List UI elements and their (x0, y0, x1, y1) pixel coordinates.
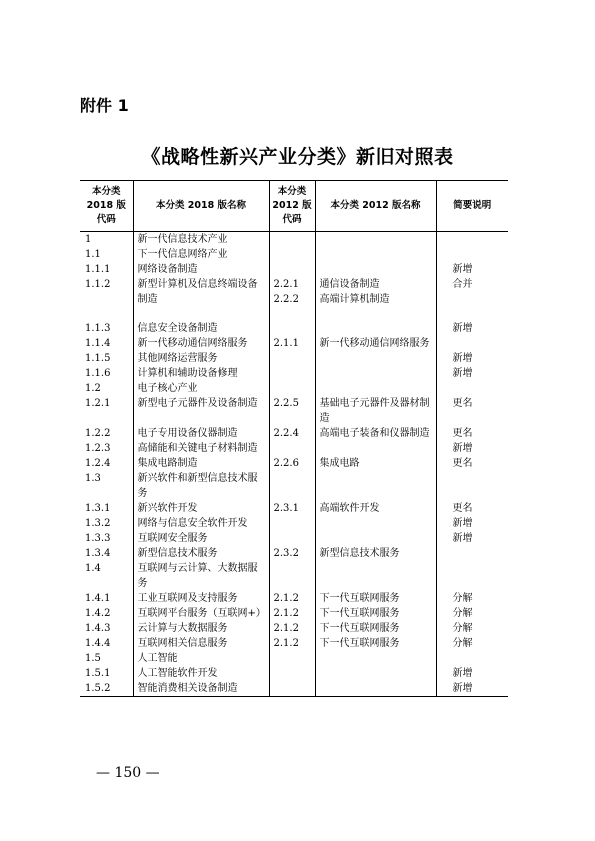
code-2012-cell: 2.1.2 (269, 621, 315, 636)
name-2018-cell: 新型电子元器件及设备制造 (133, 396, 269, 426)
note-cell: 新增 (452, 323, 473, 334)
code-2018-cell: 1.5.2 (80, 681, 133, 697)
note-cell (436, 546, 508, 561)
code-2012-cell (269, 471, 315, 501)
name-2012-cell: 新一代移动通信网络服务 (315, 336, 436, 351)
name-2012-cell (315, 381, 436, 396)
table-row (80, 531, 508, 546)
code-2018-cell: 1.1.4 (80, 336, 133, 351)
note-cell: 分解 (452, 608, 473, 619)
note-cell (436, 247, 508, 262)
name-2018-cell: 其他网络运营服务 (133, 351, 269, 366)
name-2012-cell (315, 561, 436, 591)
code-2012-cell (269, 441, 315, 456)
name-2012-cell (315, 471, 436, 501)
code-2018-cell: 1.2.1 (80, 396, 133, 426)
header-code-2012-text: 本分类 2012 版 代码 (272, 186, 312, 225)
table-row (80, 366, 508, 381)
note-cell: 更名 (452, 503, 473, 514)
note-cell (436, 336, 508, 351)
note-cell: 更名 (452, 398, 473, 409)
name-2012-cell (315, 441, 436, 456)
name-2012-cell: 下一代互联网服务 (315, 621, 436, 636)
code-2012-cell (269, 516, 315, 531)
name-2012-cell (315, 651, 436, 666)
name-2012-cell: 高端电子装备和仪器制造 (315, 426, 436, 441)
table-row (80, 621, 508, 636)
note-cell (436, 232, 508, 248)
name-2018-cell: 网络与信息安全软件开发 (133, 516, 269, 531)
name-2018-cell: 工业互联网及支持服务 (133, 591, 269, 606)
table-row (80, 591, 508, 606)
table-row (80, 546, 508, 561)
table-row (80, 441, 508, 456)
table-spacer-row (80, 307, 508, 321)
note-cell: 更名 (452, 428, 473, 439)
note-cell: 新增 (452, 443, 473, 454)
code-2012-cell: 2.3.1 (269, 501, 315, 516)
table-row (80, 501, 508, 516)
table-row (80, 636, 508, 651)
spacer-cell (315, 307, 436, 321)
code-2018-cell: 1.5.1 (80, 666, 133, 681)
spacer-cell (133, 307, 269, 321)
name-2018-cell: 新一代信息技术产业 (133, 232, 269, 248)
code-2018-cell: 1.1.1 (80, 262, 133, 277)
name-2012-cell: 集成电路 (315, 456, 436, 471)
code-2012-cell: 2.2.6 (269, 456, 315, 471)
code-2018-cell: 1.2.2 (80, 426, 133, 441)
code-2018-cell: 1.1.2 (80, 277, 133, 307)
name-2018-cell: 电子专用设备仪器制造 (133, 426, 269, 441)
table-row (80, 426, 508, 441)
code-2018-cell: 1.2 (80, 381, 133, 396)
name-2012-cell: 下一代互联网服务 (315, 606, 436, 621)
note-cell: 新增 (452, 518, 473, 529)
code-2012-cell (269, 232, 315, 248)
name-2012-cell: 基础电子元器件及器材制造 (315, 396, 436, 426)
note-cell: 新增 (436, 681, 508, 697)
document-title: 《战略性新兴产业分类》新旧对照表 (141, 146, 454, 168)
code-2012-cell: 2.1.2 (269, 591, 315, 606)
note-cell (436, 561, 508, 591)
name-2012-cell (315, 351, 436, 366)
name-2012-cell (315, 531, 436, 546)
name-2018-cell: 互联网安全服务 (133, 531, 269, 546)
classification-comparison-table (80, 180, 508, 697)
code-2012-cell (269, 666, 315, 681)
name-2012-cell: 新型信息技术服务 (315, 546, 436, 561)
code-2012-cell (269, 651, 315, 666)
name-2012-cell (315, 366, 436, 381)
name-2012-cell (315, 681, 436, 697)
name-2012-cell: 下一代互联网服务 (315, 636, 436, 651)
code-2018-cell: 1.1.6 (80, 366, 133, 381)
table-row (80, 336, 508, 351)
table-row (80, 232, 508, 248)
code-2012-cell: 2.1.1 (269, 336, 315, 351)
code-2018-cell: 1.3 (80, 471, 133, 501)
note-cell: 分解 (452, 638, 473, 649)
code-2012-cell (269, 681, 315, 697)
code-2012-cell: 2.2.1 2.2.2 (269, 277, 315, 307)
name-2012-cell: 高端软件开发 (315, 501, 436, 516)
header-code-2012 (269, 181, 315, 232)
note-cell: 新增 (452, 368, 473, 379)
name-2018-cell: 信息安全设备制造 (133, 321, 269, 336)
code-2018-cell: 1.1.3 (80, 321, 133, 336)
code-2012-cell: 2.1.2 (269, 606, 315, 621)
note-cell: 新增 (452, 668, 473, 679)
code-2018-cell: 1.2.4 (80, 456, 133, 471)
code-2012-cell (269, 351, 315, 366)
header-name-2018: 本分类 2018 版名称 (133, 181, 269, 232)
name-2018-cell: 高储能和关键电子材料制造 (133, 441, 269, 456)
name-2018-cell: 集成电路制造 (133, 456, 269, 471)
table-row (80, 456, 508, 471)
name-2012-cell (315, 247, 436, 262)
code-2012-cell (269, 531, 315, 546)
code-2012-cell: 2.2.4 (269, 426, 315, 441)
name-2012-cell (315, 321, 436, 336)
name-2018-cell: 新一代移动通信网络服务 (133, 336, 269, 351)
code-2012-cell (269, 381, 315, 396)
code-2018-cell: 1.4.1 (80, 591, 133, 606)
header-code-2018-text: 本分类 2018 版 代码 (86, 186, 126, 225)
table-row (80, 321, 508, 336)
header-code-2018 (80, 181, 133, 232)
table-header-row (80, 181, 508, 232)
name-2018-cell: 互联网与云计算、大数据服务 (133, 561, 269, 591)
table-row (80, 262, 508, 277)
page-number: — 150 — (96, 765, 160, 781)
code-2018-cell: 1.3.1 (80, 501, 133, 516)
code-2012-cell (269, 561, 315, 591)
note-cell (436, 471, 508, 501)
note-cell (436, 381, 508, 396)
code-2018-cell: 1.5 (80, 651, 133, 666)
spacer-cell (80, 307, 133, 321)
code-2012-cell (269, 262, 315, 277)
code-2018-cell: 1.2.3 (80, 441, 133, 456)
name-2012-cell (315, 516, 436, 531)
name-2018-cell: 互联网平台服务（互联网+） (133, 606, 269, 621)
name-2018-cell: 网络设备制造 (133, 262, 269, 277)
name-2012-cell: 下一代互联网服务 (315, 591, 436, 606)
note-cell: 新增 (452, 353, 473, 364)
code-2018-cell: 1.4.3 (80, 621, 133, 636)
name-2018-cell: 新兴软件开发 (133, 501, 269, 516)
code-2012-cell: 2.1.2 (269, 636, 315, 651)
code-2012-cell (269, 321, 315, 336)
code-2018-cell: 1.4.2 (80, 606, 133, 621)
code-2012-cell (269, 247, 315, 262)
table-row (80, 351, 508, 366)
code-2018-cell: 1.3.3 (80, 531, 133, 546)
name-2018-cell: 人工智能软件开发 (133, 666, 269, 681)
code-2012-cell (269, 366, 315, 381)
table-row (80, 666, 508, 681)
name-2018-cell: 电子核心产业 (133, 381, 269, 396)
note-cell: 合并 (452, 279, 473, 290)
code-2012-cell: 2.3.2 (269, 546, 315, 561)
name-2018-cell: 云计算与大数据服务 (133, 621, 269, 636)
note-cell: 分解 (452, 593, 473, 604)
table-row (80, 277, 508, 307)
name-2018-cell: 新型信息技术服务 (133, 546, 269, 561)
table-row (80, 681, 508, 697)
name-2018-cell: 计算机和辅助设备修理 (133, 366, 269, 381)
table-row (80, 516, 508, 531)
note-cell: 新增 (452, 533, 473, 544)
name-2018-cell: 智能消费相关设备制造 (133, 681, 269, 697)
code-2018-cell: 1.4.4 (80, 636, 133, 651)
table-row (80, 381, 508, 396)
name-2018-cell: 下一代信息网络产业 (133, 247, 269, 262)
code-2018-cell: 1.4 (80, 561, 133, 591)
code-2018-cell: 1 (80, 232, 133, 248)
code-2018-cell: 1.3.2 (80, 516, 133, 531)
name-2018-cell: 人工智能 (133, 651, 269, 666)
note-cell: 新增 (452, 264, 473, 275)
code-2018-cell: 1.3.4 (80, 546, 133, 561)
code-2018-cell: 1.1.5 (80, 351, 133, 366)
name-2018-cell: 互联网相关信息服务 (133, 636, 269, 651)
attachment-label: 附件 1 (80, 96, 129, 115)
note-cell: 分解 (452, 623, 473, 634)
code-2018-cell: 1.1 (80, 247, 133, 262)
table-row (80, 606, 508, 621)
spacer-cell (269, 307, 315, 321)
name-2018-cell: 新型计算机及信息终端设备制造 (133, 277, 269, 307)
header-name-2012: 本分类 2012 版名称 (315, 181, 436, 232)
name-2012-cell (315, 262, 436, 277)
table-row (80, 471, 508, 501)
note-cell: 更名 (452, 458, 473, 469)
code-2012-cell: 2.2.5 (269, 396, 315, 426)
note-cell (436, 651, 508, 666)
header-note: 简要说明 (436, 181, 508, 232)
name-2012-cell: 通信设备制造 高端计算机制造 (315, 277, 436, 307)
name-2012-cell (315, 666, 436, 681)
table-row (80, 247, 508, 262)
table-row (80, 396, 508, 426)
name-2012-cell (315, 232, 436, 248)
spacer-cell (436, 307, 508, 321)
table-row (80, 561, 508, 591)
table-row (80, 651, 508, 666)
name-2018-cell: 新兴软件和新型信息技术服务 (133, 471, 269, 501)
